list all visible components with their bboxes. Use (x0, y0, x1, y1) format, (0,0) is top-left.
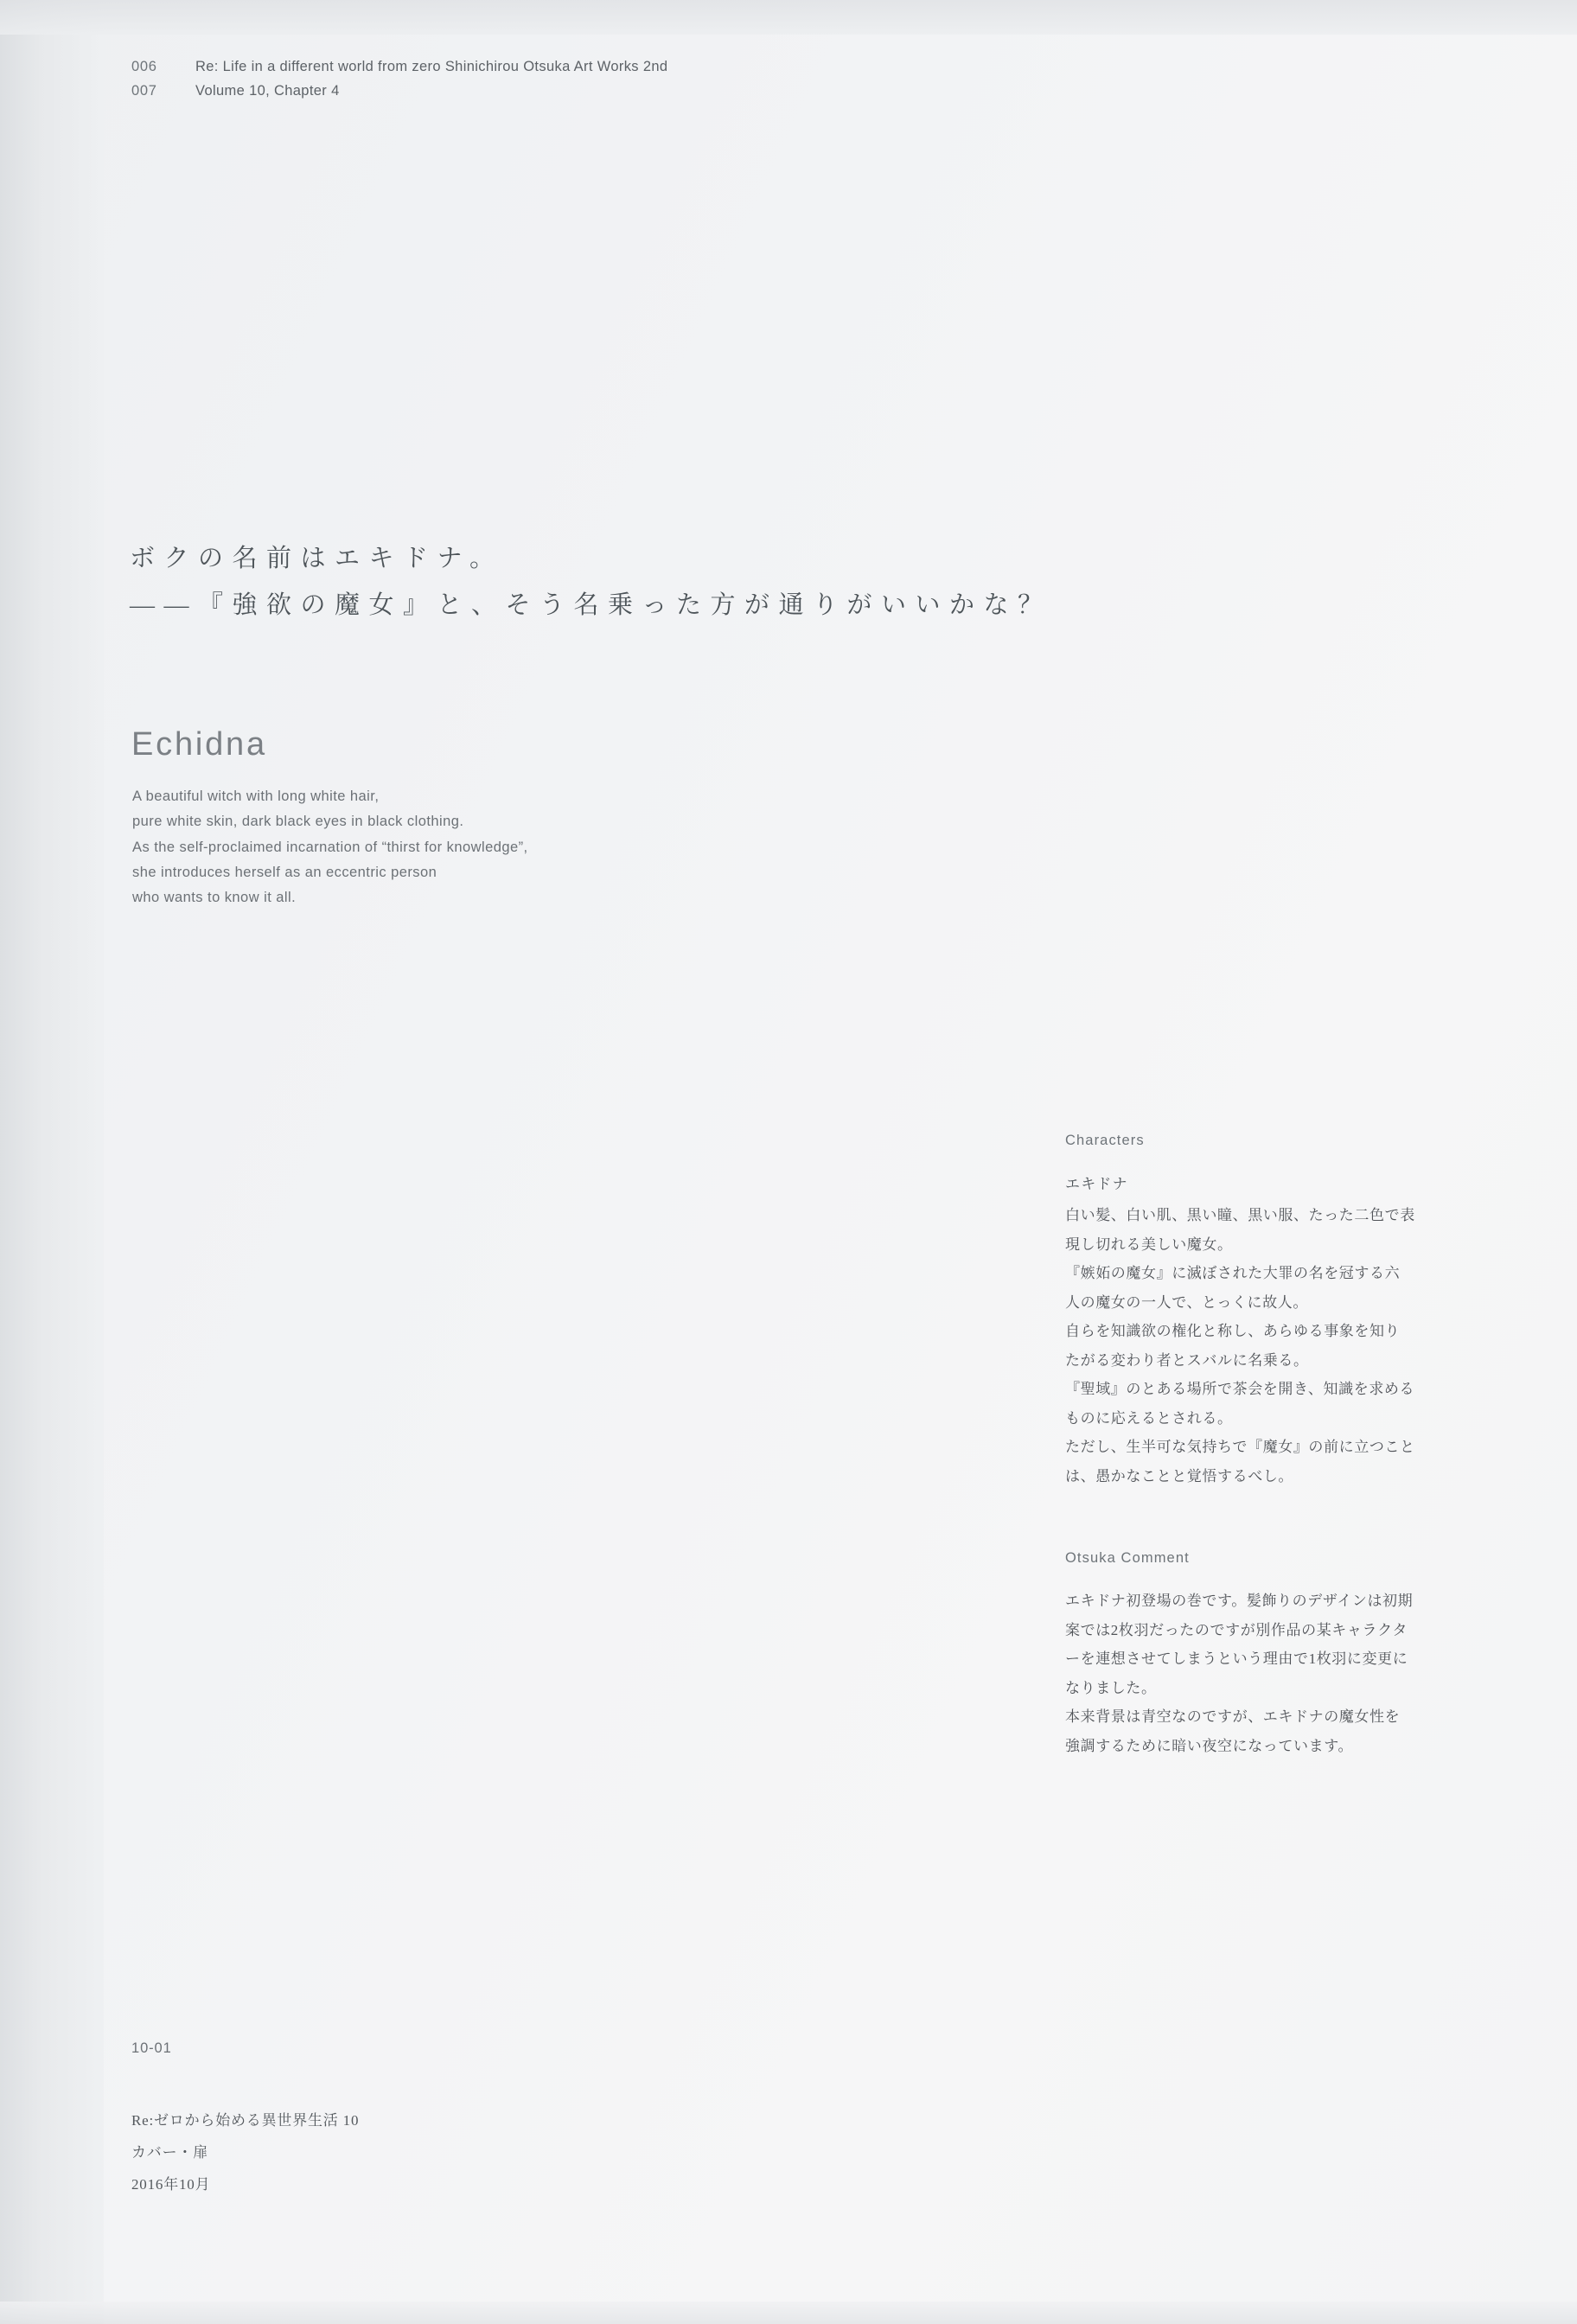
character-description-line: pure white skin, dark black eyes in black clothing. (132, 814, 464, 830)
page-gutter-shading-left (0, 0, 104, 2324)
quote-line-2: ——『強欲の魔女』と、そう名乗った方が通りがいいかな？ (130, 591, 1052, 619)
comment-paragraph-line: 強調するために暗い夜空になっています。 (1065, 1737, 1354, 1754)
characters-section-heading: Characters (1065, 1133, 1145, 1148)
header-row-right-page (131, 83, 1169, 99)
section-spacer (1065, 1493, 1480, 1550)
credit-line-usage: カバー・扉 (131, 2144, 208, 2161)
folio-number-007: 007 (131, 83, 157, 99)
characters-paragraph-line: 『嫉妬の魔女』に滅ぼされた大罪の名を冠する六 (1065, 1265, 1401, 1282)
character-description (132, 787, 910, 913)
comment-paragraph-line: 本来背景は青空なのですが、エキドナの魔女性を (1065, 1708, 1401, 1726)
characters-paragraph-line: ものに応えるとされる。 (1065, 1409, 1233, 1427)
characters-paragraph-line: 自らを知識欲の権化と称し、あらゆる事象を知り (1065, 1323, 1401, 1340)
characters-paragraph-line: は、愚かなことと覚悟するべし。 (1065, 1467, 1293, 1484)
right-text-column (1065, 1133, 1480, 1764)
character-description-line: As the self-proclaimed incarnation of “thirst for knowledge”, (132, 839, 528, 855)
page-gutter-shading-top (0, 0, 1577, 35)
page-header (131, 59, 1169, 107)
characters-paragraph-line: 人の魔女の一人で、とっくに故人。 (1065, 1293, 1308, 1311)
character-description-line: she introduces herself as an eccentric person (132, 864, 437, 880)
comment-paragraph-line: 案では2枚羽だったのですが別作品の某キャラクタ (1065, 1621, 1408, 1638)
character-quote (130, 536, 1340, 629)
credit-line-title: Re:ゼロから始める異世界生活 10 (131, 2112, 360, 2129)
page-gutter-shading-bottom (0, 2302, 1577, 2324)
characters-section-body (1065, 1204, 1480, 1488)
otsuka-comment-heading: Otsuka Comment (1065, 1550, 1190, 1567)
comment-paragraph-line: ーを連想させてしまうという理由で1枚羽に変更に (1065, 1650, 1408, 1668)
character-description-line: A beautiful witch with long white hair, (132, 788, 380, 804)
book-title-text: Re: Life in a different world from zero Shinichirou Otsuka Art Works 2nd (195, 59, 668, 74)
characters-paragraph-line: 現し切れる美しい魔女。 (1065, 1235, 1233, 1253)
comment-paragraph-line: なりました。 (1065, 1679, 1157, 1696)
quote-line-1: ボクの名前はエキドナ。 (130, 545, 504, 572)
character-description-line: who wants to know it all. (132, 890, 297, 906)
characters-paragraph-line: たがる変わり者とスバルに名乗る。 (1065, 1351, 1309, 1369)
characters-paragraph-line: 白い髪、白い肌、黒い瞳、黒い服、たった二色で表 (1065, 1207, 1415, 1223)
otsuka-comment-body (1065, 1589, 1480, 1758)
header-row-left-page (131, 59, 1169, 75)
characters-section-subject: エキドナ (1065, 1176, 1128, 1192)
characters-paragraph-line: ただし、生半可な気持ちで『魔女』の前に立つこと (1065, 1439, 1415, 1456)
characters-paragraph-line: 『聖域』のとある場所で茶会を開き、知識を求める (1065, 1381, 1415, 1398)
volume-chapter-text: Volume 10, Chapter 4 (195, 83, 340, 99)
credit-line-date: 2016年10月 (131, 2176, 211, 2193)
characters-section (1065, 1133, 1480, 1488)
folio-number-006: 006 (131, 59, 157, 74)
plate-id-label: 10-01 (131, 2040, 172, 2056)
comment-paragraph-line: エキドナ初登場の巻です。髪飾りのデザインは初期 (1065, 1593, 1414, 1610)
otsuka-comment-section (1065, 1550, 1480, 1758)
character-name-heading: Echidna (131, 726, 267, 763)
artwork-credits (131, 2108, 359, 2204)
